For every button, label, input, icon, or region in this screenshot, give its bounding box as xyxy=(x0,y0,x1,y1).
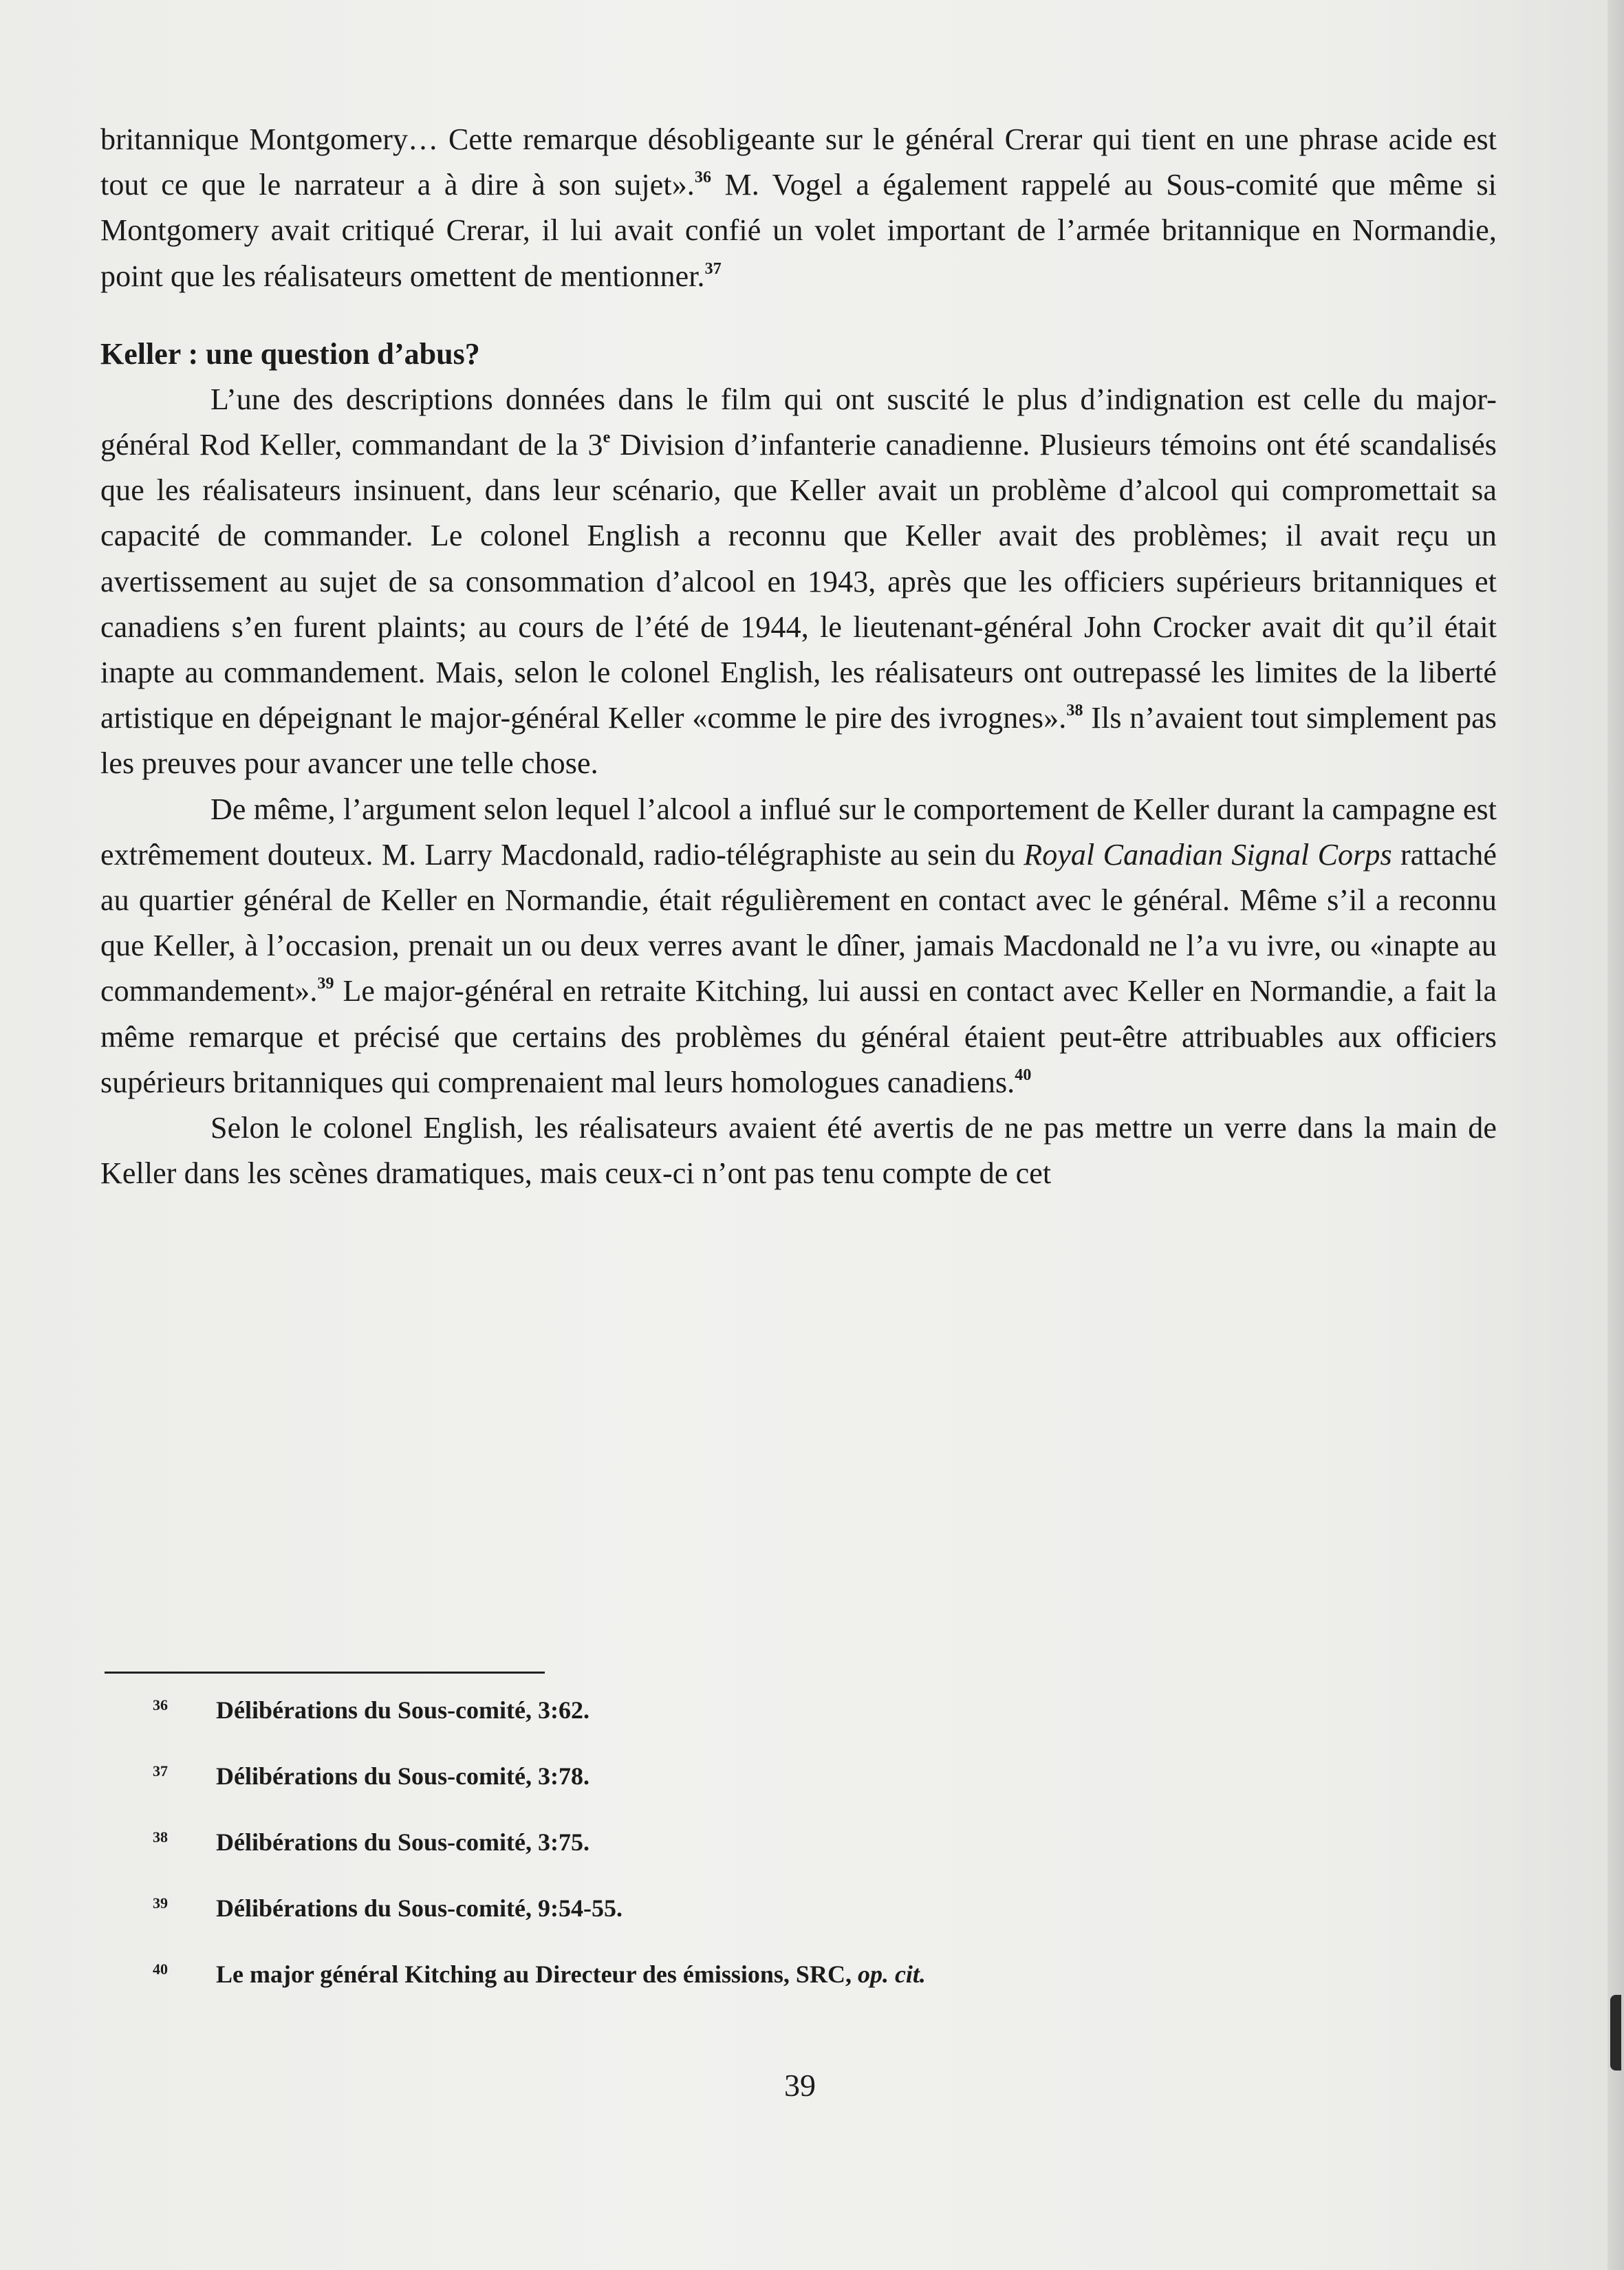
footnote-36 xyxy=(105,1694,1343,1760)
note-ref-37: 37 xyxy=(704,259,722,278)
paragraph-3-text: De même, l’argument selon lequel l’alcool a influé sur le comportement de Keller durant la campagne est extrêmement douteux. M. Larry Macdonald, radio-télégraphiste au sein du xyxy=(100,792,1497,872)
footnote-number: 37 xyxy=(153,1762,168,1780)
binder-clip-mark xyxy=(1610,1995,1621,2071)
paragraph-2-text-end: Ils n’avaient tout simplement pas les preuves pour avancer une telle chose. xyxy=(100,701,1497,781)
page-edge xyxy=(1607,0,1624,2270)
footnote-number: 36 xyxy=(153,1696,168,1714)
footnote-37 xyxy=(105,1760,1343,1826)
footnote-separator xyxy=(105,1672,545,1674)
footnote-number: 38 xyxy=(153,1828,168,1846)
footnote-text: Délibérations du Sous-comité, 9:54-55. xyxy=(216,1894,622,1922)
body-text xyxy=(100,117,1497,1196)
paragraph-3 xyxy=(100,787,1497,1105)
paragraph-2-text: L’une des descriptions données dans le film qui ont suscité le plus d’indignation est celle du major-général Rod Keller, commandant de la 3 xyxy=(100,382,1497,462)
paragraph-2 xyxy=(100,377,1497,787)
footnote-text: Délibérations du Sous-comité, 3:78. xyxy=(216,1762,589,1790)
note-ref-38: 38 xyxy=(1066,702,1083,720)
paragraph-1-text-cont: M. Vogel a également rappelé au Sous-comité que même si Montgomery avait critiqué Crerar, il lui avait confié un volet important de l’armée britannique en Normandie, point que les réalisateurs omettent de mentionner. xyxy=(100,168,1497,293)
footnote-38 xyxy=(105,1826,1343,1892)
footnotes xyxy=(105,1694,1343,2024)
note-ref-40: 40 xyxy=(1015,1066,1032,1084)
note-ref-39: 39 xyxy=(317,975,334,993)
footnote-op-cit: op. cit. xyxy=(857,1960,926,1988)
paragraph-3-text-cont: rattaché au quartier général de Keller en Normandie, était régulièrement en contact avec le général. Même s’il a reconnu que Keller, à l’occasion, prenait un ou deux verres avant le dîner, jamais Macdonald ne l’a vu ivre, ou «inapte au commandement». xyxy=(100,837,1497,1008)
paragraph-2-text-cont: Division d’infanterie canadienne. Plusieurs témoins ont été scandalisés que les réalisateurs insinuent, dans leur scénario, que Keller avait un problème d’alcool qui compromettait sa capacité de commander. Le colonel English a reconnu que Keller avait des problèmes; il avait reçu un avertissement au sujet de sa consommation d’alcool en 1943, après que les officiers supérieurs britanniques et canadiens s’en furent plaints; au cours de l’été de 1944, le lieutenant-général John Crocker avait dit qu’il était inapte au commandement. Mais, selon le colonel English, les réalisateurs ont outrepassé les limites de la liberté artistique en dépeignant le major-général Keller «comme le pire des ivrognes». xyxy=(100,428,1497,735)
paragraph-3-text-end: Le major-général en retraite Kitching, lui aussi en contact avec Keller en Normandie, a fait la même remarque et précisé que certains des problèmes du général étaient peut-être attribuables aux officiers supérieurs britanniques qui comprenaient mal leurs homologues canadiens. xyxy=(100,974,1497,1099)
page-number: 39 xyxy=(784,2068,816,2103)
footnote-39 xyxy=(105,1892,1343,1958)
paragraph-1 xyxy=(100,117,1497,299)
section-heading: Keller : une question d’abus? xyxy=(100,336,480,371)
paragraph-1-text: britannique Montgomery… Cette remarque désobligeante sur le général Crerar qui tient en une phrase acide est tout ce que le narrateur a à dire à son sujet». xyxy=(100,122,1497,202)
paragraph-4: Selon le colonel English, les réalisateurs avaient été avertis de ne pas mettre un verre dans la main de Keller dans les scènes dramatiques, mais ceux-ci n’ont pas tenu compte de cet xyxy=(100,1111,1497,1191)
footnote-text: Délibérations du Sous-comité, 3:75. xyxy=(216,1828,589,1856)
footnote-40 xyxy=(105,1958,1343,2024)
note-ref-36: 36 xyxy=(694,169,712,187)
footnote-text-main: Le major général Kitching au Directeur des émissions, SRC, xyxy=(216,1960,858,1988)
signal-corps-italic: Royal Canadian Signal Corps xyxy=(1024,837,1392,872)
ordinal-superscript: e xyxy=(603,429,611,447)
footnote-text xyxy=(216,1958,926,1991)
footnote-number: 40 xyxy=(153,1960,168,1978)
footnote-text: Délibérations du Sous-comité, 3:62. xyxy=(216,1696,589,1724)
footnote-number: 39 xyxy=(153,1894,168,1912)
